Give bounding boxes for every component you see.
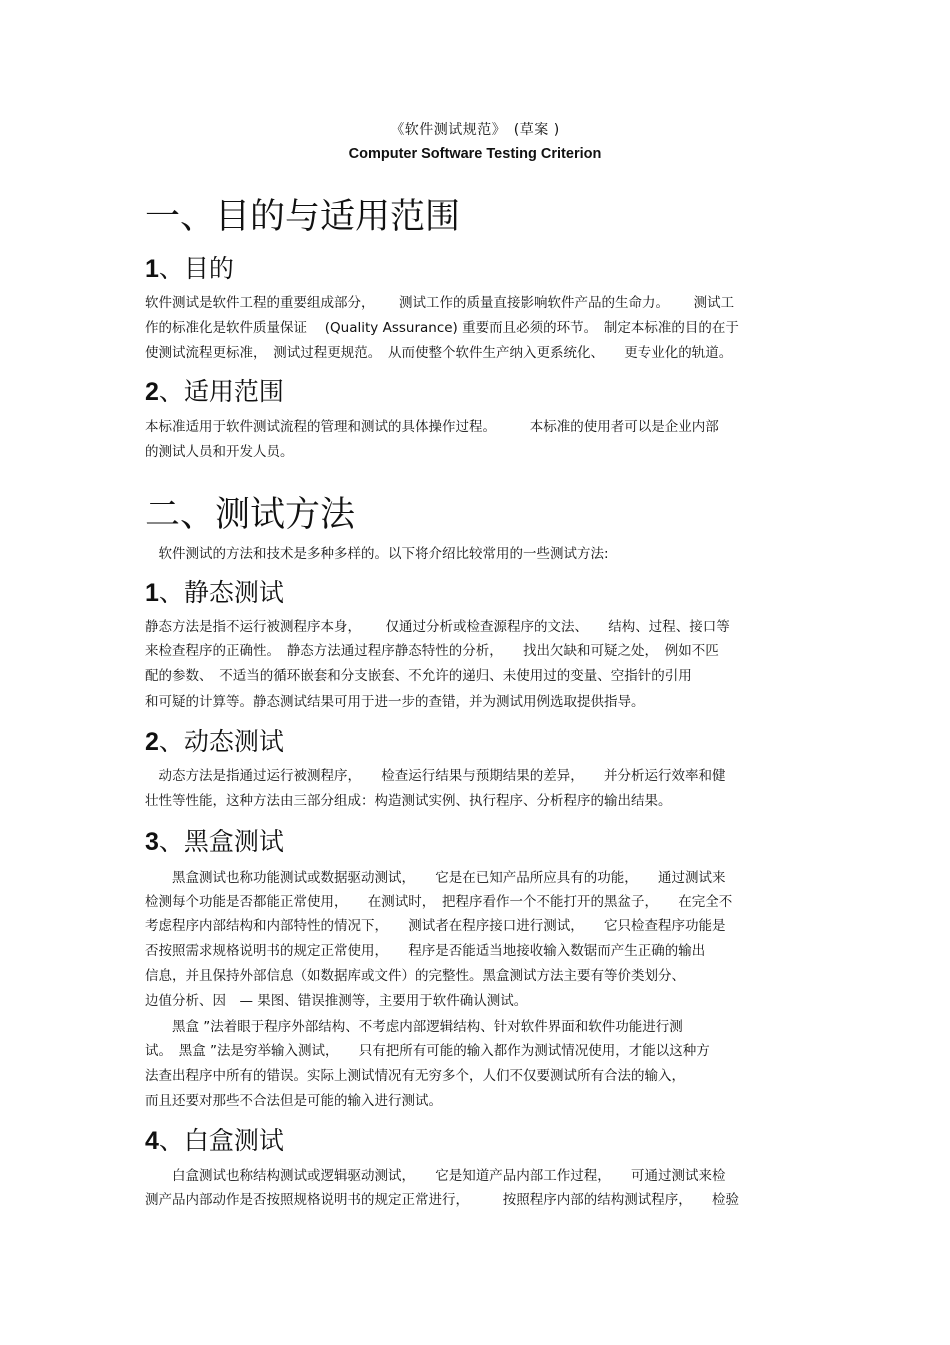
subsection-number: 3	[145, 828, 159, 856]
document-title-chinese: 《软件测试规范》 (草案 )	[390, 122, 560, 138]
paragraph-line: 静态方法是指不运行被测程序本身， 仅通过分析或检查源程序的文法、 结构、过程、接口等	[145, 619, 730, 635]
subsection-title: 、静态测试	[158, 578, 284, 607]
paragraph-line: 法查出程序中所有的错误。实际上测试情况有无穷多个，人们不仅要测试所有合法的输入，	[145, 1068, 685, 1084]
subsection-number: 2	[145, 728, 159, 756]
paragraph-line: 软件测试是软件工程的重要组成部分， 测试工作的质量直接影响软件产品的生命力。 测试工	[145, 295, 735, 311]
paragraph-line: 本标准适用于软件测试流程的管理和测试的具体操作过程。 本标准的使用者可以是企业内部	[145, 419, 719, 435]
paragraph-line: 和可疑的计算等。静态测试结果可用于进一步的查错，并为测试用例选取提供指导。	[145, 694, 645, 710]
paragraph-line: 作的标准化是软件质量保证 (Quality Assurance) 重要而且必须的环节。 制定本标准的目的在于	[145, 320, 739, 336]
subsection-heading-black-box-test	[145, 828, 284, 857]
section-intro: 软件测试的方法和技术是多种多样的。以下将介绍比较常用的一些测试方法:	[145, 546, 609, 562]
paragraph-line: 黑盒 ”法着眼于程序外部结构、不考虑内部逻辑结构、针对软件界面和软件功能进行测	[145, 1019, 683, 1035]
subsection-heading-dynamic-test	[145, 728, 284, 757]
section-heading-purpose-scope: 一、目的与适用范围	[145, 197, 461, 237]
subsection-title: 、白盒测试	[158, 1126, 284, 1155]
subsection-heading-scope	[145, 378, 284, 407]
paragraph-line: 信息，并且保持外部信息（如数据库或文件）的完整性。黑盒测试方法主要有等价类划分、	[145, 968, 685, 984]
document-title-english: Computer Software Testing Criterion	[348, 146, 602, 162]
paragraph-line: 配的参数、 不适当的循环嵌套和分支嵌套、不允许的递归、未使用过的变量、空指针的引用	[145, 668, 692, 684]
subsection-title: 、黑盒测试	[158, 827, 284, 856]
paragraph-line: 边值分析、因 — 果图、错误推测等，主要用于软件确认测试。	[145, 993, 528, 1009]
paragraph-line: 来检查程序的正确性。 静态方法通过程序静态特性的分析， 找出欠缺和可疑之处， 例如不匹	[145, 643, 719, 659]
section-heading-test-methods: 二、测试方法	[145, 495, 356, 535]
paragraph-line: 的测试人员和开发人员。	[145, 444, 294, 460]
paragraph-line: 考虑程序内部结构和内部特性的情况下， 测试者在程序接口进行测试， 它只检查程序功能是	[145, 918, 726, 934]
subsection-title: 、动态测试	[158, 727, 284, 756]
paragraph-line: 否按照需求规格说明书的规定正常使用， 程序是否能适当地接收输入数锯而产生正确的输出	[145, 943, 706, 959]
paragraph-line: 检测每个功能是否都能正常使用， 在测试时， 把程序看作一个不能打开的黑盆子， 在完全不	[145, 894, 733, 910]
subsection-title: 、适用范围	[158, 377, 284, 406]
paragraph-line: 动态方法是指通过运行被测程序， 检查运行结果与预期结果的差异， 并分析运行效率和健	[145, 768, 726, 784]
subsection-heading-white-box-test	[145, 1127, 284, 1156]
paragraph-line: 试。 黑盒 ”法是穷举输入测试， 只有把所有可能的输入都作为测试情况使用，才能以这种方	[145, 1043, 710, 1059]
paragraph-line: 使测试流程更标准， 测试过程更规范。 从而使整个软件生产纳入更系统化、 更专业化的轨道。	[145, 345, 733, 361]
subsection-heading-static-test	[145, 579, 284, 608]
subsection-heading-purpose	[145, 255, 234, 284]
subsection-number: 2	[145, 378, 159, 406]
paragraph-line: 白盒测试也称结构测试或逻辑驱动测试， 它是知道产品内部工作过程， 可通过测试来检	[145, 1168, 726, 1184]
subsection-number: 1	[145, 255, 159, 283]
subsection-number: 1	[145, 579, 159, 607]
subsection-number: 4	[145, 1127, 159, 1155]
paragraph-line: 而且还要对那些不合法但是可能的输入进行测试。	[145, 1093, 442, 1109]
subsection-title: 、目的	[158, 254, 234, 283]
paragraph-line: 黑盒测试也称功能测试或数据驱动测试， 它是在已知产品所应具有的功能， 通过测试来	[145, 870, 726, 886]
paragraph-line: 测产品内部动作是否按照规格说明书的规定正常进行， 按照程序内部的结构测试程序， 检验	[145, 1192, 739, 1208]
paragraph-line: 壮性等性能，这种方法由三部分组成：构造测试实例、执行程序、分析程序的输出结果。	[145, 793, 672, 809]
